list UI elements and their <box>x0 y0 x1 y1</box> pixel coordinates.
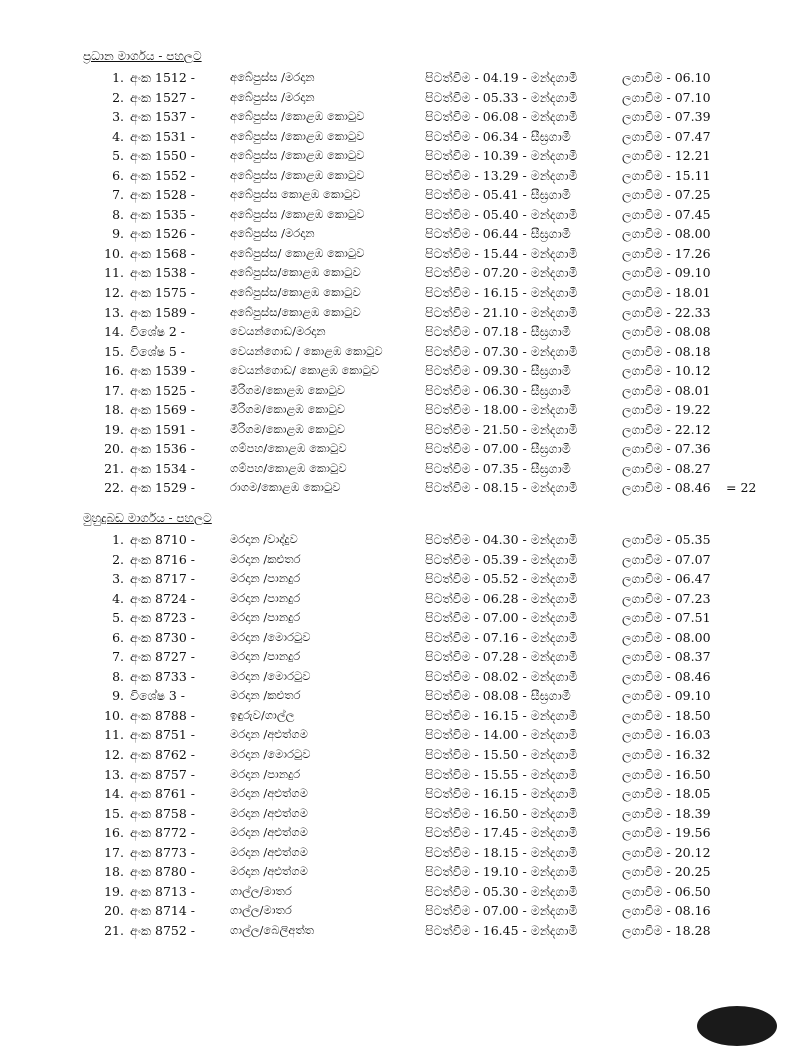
table-row <box>0 706 807 726</box>
row-number: 14. <box>104 324 124 340</box>
row-number: 6. <box>112 629 124 645</box>
table-row <box>0 303 807 323</box>
train-id: අංක 1531 - <box>130 128 196 144</box>
table-row <box>0 263 807 283</box>
departure: පිටත්වීම - 10.39 - මන්දගාමී <box>425 148 578 164</box>
arrival: ලගාවීම - 08.08 <box>622 324 711 340</box>
train-id: අංක 8761 - <box>130 786 196 802</box>
train-id: අංක 8752 - <box>130 922 196 938</box>
train-id: අංක 8758 - <box>130 805 196 821</box>
arrival: ලගාවීම - 18.39 <box>622 805 711 821</box>
arrival: ලගාවීම - 18.50 <box>622 707 711 723</box>
table-row <box>0 166 807 186</box>
train-id: අංක 8757 - <box>130 766 196 782</box>
departure: පිටත්වීම - 15.44 - මන්දගාමී <box>425 245 578 261</box>
departure: පිටත්වීම - 07.00 - මන්දගාමී <box>425 610 578 626</box>
route: අබේපුස්ස /මරදාන <box>230 70 315 84</box>
table-row <box>0 725 807 745</box>
table-row <box>0 459 807 479</box>
row-number: 8. <box>112 668 124 684</box>
arrival: ලගාවීම - 08.27 <box>622 460 711 476</box>
route: මරදාන /කළුතර <box>230 551 301 566</box>
row-number: 2. <box>112 89 124 105</box>
row-number: 20. <box>104 441 124 457</box>
route: අබේපුස්ස /කොළඹ කොටුව <box>230 109 365 124</box>
route: මරදාන /අළුත්ගම <box>230 786 308 801</box>
departure: පිටත්වීම - 07.00 - සීඝ්‍රගාමී <box>425 441 571 457</box>
arrival: ලගාවීම - 10.12 <box>622 363 711 379</box>
route: අබේපුස්ස/කොළඹ කොටුව <box>230 265 361 280</box>
arrival: ලගාවීම - 20.25 <box>622 864 711 880</box>
train-id: අංක 8723 - <box>130 610 196 626</box>
departure: පිටත්වීම - 15.55 - මන්දගාමී <box>425 766 578 782</box>
arrival: ලගාවීම - 19.56 <box>622 825 711 841</box>
route: ගාල්ල/මාතර <box>230 883 292 898</box>
train-id: අංක 1538 - <box>130 265 196 281</box>
route: අබේපුස්ස /කොළඹ කොටුව <box>230 128 365 143</box>
route: වෙයන්ගොඩ/මරදාන <box>230 324 326 339</box>
train-id: අංක 8762 - <box>130 747 196 763</box>
departure: පිටත්වීම - 08.02 - මන්දගාමී <box>425 668 578 684</box>
train-id: අංක 8773 - <box>130 844 196 860</box>
row-number: 12. <box>104 285 124 301</box>
departure: පිටත්වීම - 13.29 - මන්දගාමී <box>425 167 578 183</box>
train-id: අංක 1536 - <box>130 441 196 457</box>
row-number: 16. <box>104 825 124 841</box>
row-number: 22. <box>104 480 124 496</box>
arrival: ලගාවීම - 07.10 <box>622 89 711 105</box>
route: මරදාන /පානදුර <box>230 649 301 664</box>
row-number: 9. <box>112 226 124 242</box>
train-id: අංක 8751 - <box>130 727 196 743</box>
departure: පිටත්වීම - 09.30 - සීඝ්‍රගාමී <box>425 363 571 379</box>
main-line-rows <box>0 68 807 498</box>
departure: පිටත්වීම - 07.18 - සීඝ්‍රගාමී <box>425 324 571 340</box>
departure: පිටත්වීම - 06.08 - මන්දගාමී <box>425 109 578 125</box>
table-row <box>0 804 807 824</box>
arrival: ලගාවීම - 07.51 <box>622 610 711 626</box>
route: මරදාන /මොරටුව <box>230 747 311 762</box>
arrival: ලගාවීම - 06.10 <box>622 70 711 85</box>
route: අබේපුස්ස /කොළඹ කොටුව <box>230 148 365 163</box>
train-id: අංක 1527 - <box>130 89 196 105</box>
arrival: ලගාවීම - 08.16 <box>622 903 711 919</box>
route: ගාල්ල/මාතර <box>230 903 292 918</box>
row-number: 2. <box>112 551 124 567</box>
arrival: ලගාවීම - 08.46 <box>622 668 711 684</box>
departure: පිටත්වීම - 08.15 - මන්දගාමී <box>425 480 578 496</box>
row-number: 3. <box>112 571 124 587</box>
route: මරදාන /අළුත්ගම <box>230 805 308 820</box>
arrival: ලගාවීම - 06.47 <box>622 571 711 587</box>
arrival: ලගාවීම - 09.10 <box>622 688 711 704</box>
departure: පිටත්වීම - 19.10 - මන්දගාමී <box>425 864 578 880</box>
departure: පිටත්වීම - 05.39 - මන්දගාමී <box>425 551 578 567</box>
arrival: ලගාවීම - 18.01 <box>622 285 711 301</box>
row-number: 4. <box>112 590 124 606</box>
train-id: අංක 8733 - <box>130 668 196 684</box>
route: ගම්පහ/කොළඹ කොටුව <box>230 441 347 456</box>
route: මරදාන /අළුත්ගම <box>230 727 308 742</box>
route: අබේපුස්ස /මරදාන <box>230 226 315 241</box>
row-number: 10. <box>104 707 124 723</box>
departure: පිටත්වීම - 18.00 - මන්දගාමී <box>425 402 578 418</box>
table-row <box>0 862 807 882</box>
arrival: ලගාවීම - 20.12 <box>622 844 711 860</box>
route: අබේපුස්ස /කොළඹ කොටුව <box>230 206 365 221</box>
train-id: අංක 1591 - <box>130 421 196 437</box>
row-number: 20. <box>104 903 124 919</box>
row-number: 17. <box>104 382 124 398</box>
table-row <box>0 478 807 498</box>
row-number: 3. <box>112 109 124 125</box>
route: මරදාන /මොරටුව <box>230 668 311 683</box>
departure: පිටත්වීම - 16.45 - මන්දගාමී <box>425 922 578 938</box>
train-id: අංක 1568 - <box>130 245 196 261</box>
train-id: අංක 1528 - <box>130 187 196 203</box>
departure: පිටත්වීම - 16.15 - මන්දගාමී <box>425 707 578 723</box>
arrival: ලගාවීම - 07.36 <box>622 441 711 457</box>
route: මරදාන /අළුත්ගම <box>230 825 308 840</box>
train-id: අංක 1589 - <box>130 304 196 320</box>
departure: පිටත්වීම - 16.50 - මන්දගාමී <box>425 805 578 821</box>
departure: පිටත්වීම - 16.15 - මන්දගාමී <box>425 285 578 301</box>
departure: පිටත්වීම - 17.45 - මන්දගාමී <box>425 825 578 841</box>
train-id: විශේෂ 2 - <box>130 324 186 340</box>
train-id: අංක 1575 - <box>130 285 196 301</box>
departure: පිටත්වීම - 06.28 - මන්දගාමී <box>425 590 578 606</box>
train-id: අංක 8710 - <box>130 532 196 547</box>
departure: පිටත්වීම - 05.33 - මන්දගාමී <box>425 89 578 105</box>
route: මීරිගම/කොළඹ කොටුව <box>230 402 345 417</box>
departure: පිටත්වීම - 08.08 - සීඝ්‍රගාමී <box>425 688 571 704</box>
route: අබේපුස්ස/කොළඹ කොටුව <box>230 304 361 319</box>
row-number: 1. <box>112 70 124 85</box>
train-id: අංක 1569 - <box>130 402 196 418</box>
arrival: ලගාවීම - 07.45 <box>622 206 711 222</box>
arrival: ලගාවීම - 07.07 <box>622 551 711 567</box>
row-number: 19. <box>104 883 124 899</box>
arrival: ලගාවීම - 08.00 <box>622 226 711 242</box>
row-number: 15. <box>104 343 124 359</box>
table-row <box>0 843 807 863</box>
arrival: ලගාවීම - 17.26 <box>622 245 711 261</box>
table-row <box>0 439 807 459</box>
departure: පිටත්වීම - 05.52 - මන්දගාමී <box>425 571 578 587</box>
row-number: 11. <box>104 727 124 743</box>
train-id: අංක 1550 - <box>130 148 196 164</box>
table-row <box>0 901 807 921</box>
table-row <box>0 784 807 804</box>
route: රාගම/කොළඹ කොටුව <box>230 480 341 495</box>
table-row <box>0 244 807 264</box>
route: මරදාන /පානදුර <box>230 571 301 586</box>
table-row <box>0 283 807 303</box>
row-number: 16. <box>104 363 124 379</box>
arrival: ලගාවීම - 08.37 <box>622 649 711 665</box>
route: ගම්පහ/කොළඹ කොටුව <box>230 460 347 475</box>
route: මරදාන /අළුත්ගම <box>230 844 308 859</box>
row-number: 5. <box>112 610 124 626</box>
row-number: 18. <box>104 864 124 880</box>
train-id: අංක 8714 - <box>130 903 196 919</box>
table-row <box>0 745 807 765</box>
train-id: අංක 1552 - <box>130 167 196 183</box>
arrival: ලගාවීම - 09.10 <box>622 265 711 281</box>
row-number: 4. <box>112 128 124 144</box>
row-number: 8. <box>112 206 124 222</box>
main-line-title: ප්‍රධාන මාර්ගය - පහලට <box>83 49 202 63</box>
route: ගාල්ල/බෙලිඅත්ත <box>230 922 315 937</box>
route: වෙයන්ගොඩ / කොළඹ කොටුව <box>230 343 383 358</box>
arrival: ලගාවීම - 07.25 <box>622 187 711 203</box>
route: මරදාන /කළුතර <box>230 688 301 703</box>
table-row <box>0 686 807 706</box>
table-row <box>0 628 807 648</box>
train-id: අංක 1539 - <box>130 363 196 379</box>
route: අබේපුස්ස කොළඹ කොටුව <box>230 187 361 202</box>
arrival: ලගාවීම - 08.18 <box>622 343 711 359</box>
arrival: ලගාවීම - 08.46 <box>622 480 711 496</box>
train-id: අංක 1535 - <box>130 206 196 222</box>
train-id: අංක 1537 - <box>130 109 196 125</box>
arrival: ලගාවීම - 07.39 <box>622 109 711 125</box>
row-number: 17. <box>104 844 124 860</box>
row-number: 13. <box>104 304 124 320</box>
arrival: ලගාවීම - 05.35 <box>622 532 711 547</box>
departure: පිටත්වීම - 14.00 - මන්දගාමී <box>425 727 578 743</box>
departure: පිටත්වීම - 05.41 - සීඝ්‍රගාමී <box>425 187 571 203</box>
route: අබේපුස්ස /මරදාන <box>230 89 315 104</box>
route: මරදාන /පානදුර <box>230 610 301 625</box>
table-row <box>0 420 807 440</box>
table-row <box>0 400 807 420</box>
table-row <box>0 107 807 127</box>
arrival: ලගාවීම - 12.21 <box>622 148 711 164</box>
departure: පිටත්වීම - 21.50 - මන්දගාමී <box>425 421 578 437</box>
arrival: ලගාවීම - 19.22 <box>622 402 711 418</box>
train-id: අංක 1529 - <box>130 480 196 496</box>
arrival: ලගාවීම - 08.00 <box>622 629 711 645</box>
arrival: ලගාවීම - 08.01 <box>622 382 711 398</box>
departure: පිටත්වීම - 21.10 - මන්දගාමී <box>425 304 578 320</box>
train-id: අංක 8716 - <box>130 551 196 567</box>
departure: පිටත්වීම - 05.40 - මන්දගාමී <box>425 206 578 222</box>
train-id: අංක 8727 - <box>130 649 196 665</box>
train-id: අංක 1526 - <box>130 226 196 242</box>
table-row <box>0 882 807 902</box>
route: මරදාන /වාද්දුව <box>230 532 298 546</box>
train-id: අංක 8772 - <box>130 825 196 841</box>
arrival: ලගාවීම - 16.50 <box>622 766 711 782</box>
departure: පිටත්වීම - 07.20 - මන්දගාමී <box>425 265 578 281</box>
departure: පිටත්වීම - 06.34 - සීඝ්‍රගාමී <box>425 128 571 144</box>
train-id: අංක 8788 - <box>130 707 196 723</box>
departure: පිටත්වීම - 07.16 - මන්දගාමී <box>425 629 578 645</box>
table-row <box>0 88 807 108</box>
row-number: 21. <box>104 922 124 938</box>
table-row <box>0 342 807 362</box>
train-id: අංක 8780 - <box>130 864 196 880</box>
train-id: අංක 8724 - <box>130 590 196 606</box>
route: අබේපුස්ස /කොළඹ කොටුව <box>230 167 365 182</box>
departure: පිටත්වීම - 07.00 - මන්දගාමී <box>425 903 578 919</box>
departure: පිටත්වීම - 16.15 - මන්දගාමී <box>425 786 578 802</box>
table-row <box>0 146 807 166</box>
departure: පිටත්වීම - 04.19 - මන්දගාමී <box>425 70 578 85</box>
table-row <box>0 550 807 570</box>
departure: පිටත්වීම - 04.30 - මන්දගාමී <box>425 532 578 547</box>
row-number: 10. <box>104 245 124 261</box>
arrival: ලගාවීම - 15.11 <box>622 167 711 183</box>
row-number: 19. <box>104 421 124 437</box>
table-row <box>0 530 807 550</box>
table-row <box>0 921 807 941</box>
departure: පිටත්වීම - 07.35 - සීඝ්‍රගාමී <box>425 460 571 476</box>
departure: පිටත්වීම - 15.50 - මන්දගාමී <box>425 747 578 763</box>
departure: පිටත්වීම - 05.30 - මන්දගාමී <box>425 883 578 899</box>
table-row <box>0 589 807 609</box>
route: අබේපුස්ස/කොළඹ කොටුව <box>230 285 361 300</box>
table-row <box>0 68 807 88</box>
row-number: 6. <box>112 167 124 183</box>
route: මීරිගම/කොළඹ කොටුව <box>230 382 345 397</box>
row-note: = 22 <box>726 480 757 496</box>
row-number: 7. <box>112 187 124 203</box>
row-number: 5. <box>112 148 124 164</box>
route: මරදාන /පානදුර <box>230 590 301 605</box>
row-number: 15. <box>104 805 124 821</box>
table-row <box>0 127 807 147</box>
route: මීරිගම/කොළඹ කොටුව <box>230 421 345 436</box>
table-row <box>0 667 807 687</box>
coastal-line-title: මුහුදුබඩ මාර්ගය - පහලට <box>83 511 212 525</box>
table-row <box>0 185 807 205</box>
arrival: ලගාවීම - 22.33 <box>622 304 711 320</box>
train-id: අංක 1525 - <box>130 382 196 398</box>
departure: පිටත්වීම - 18.15 - මන්දගාමී <box>425 844 578 860</box>
row-number: 11. <box>104 265 124 281</box>
departure: පිටත්වීම - 06.30 - සීඝ්‍රගාමී <box>425 382 571 398</box>
row-number: 12. <box>104 747 124 763</box>
train-id: අංක 8713 - <box>130 883 196 899</box>
route: මරදාන /පානදුර <box>230 766 301 781</box>
row-number: 21. <box>104 460 124 476</box>
table-row <box>0 608 807 628</box>
table-row <box>0 322 807 342</box>
arrival: ලගාවීම - 16.32 <box>622 747 711 763</box>
route: මරදාන /අළුත්ගම <box>230 864 308 879</box>
table-row <box>0 381 807 401</box>
arrival: ලගාවීම - 18.28 <box>622 922 711 938</box>
row-number: 9. <box>112 688 124 704</box>
arrival: ලගාවීම - 07.23 <box>622 590 711 606</box>
arrival: ලගාවීම - 18.05 <box>622 786 711 802</box>
arrival: ලගාවීම - 06.50 <box>622 883 711 899</box>
route: ඉඳුරුව/ගාල්ල <box>230 707 295 722</box>
train-id: අංක 8717 - <box>130 571 196 587</box>
row-number: 7. <box>112 649 124 665</box>
table-row <box>0 823 807 843</box>
corner-shadow <box>697 1006 777 1046</box>
table-row <box>0 647 807 667</box>
route: අබේපුස්ස/ කොළඹ කොටුව <box>230 245 365 260</box>
departure: පිටත්වීම - 06.44 - සීඝ්‍රගාමී <box>425 226 571 242</box>
table-row <box>0 361 807 381</box>
table-row <box>0 569 807 589</box>
table-row <box>0 205 807 225</box>
table-row <box>0 224 807 244</box>
departure: පිටත්වීම - 07.28 - මන්දගාමී <box>425 649 578 665</box>
row-number: 18. <box>104 402 124 418</box>
route: මරදාන /මොරටුව <box>230 629 311 644</box>
arrival: ලගාවීම - 07.47 <box>622 128 711 144</box>
departure: පිටත්වීම - 07.30 - මන්දගාමී <box>425 343 578 359</box>
train-id: විශේෂ 3 - <box>130 688 186 704</box>
train-id: විශේෂ 5 - <box>130 343 186 359</box>
route: වෙයන්ගොඩ/ කොළඹ කොටුව <box>230 363 379 378</box>
row-number: 13. <box>104 766 124 782</box>
train-id: අංක 1512 - <box>130 70 196 85</box>
train-id: අංක 1534 - <box>130 460 196 476</box>
row-number: 1. <box>112 532 124 547</box>
arrival: ලගාවීම - 22.12 <box>622 421 711 437</box>
arrival: ලගාවීම - 16.03 <box>622 727 711 743</box>
train-id: අංක 8730 - <box>130 629 196 645</box>
table-row <box>0 765 807 785</box>
coastal-line-rows <box>0 530 807 940</box>
row-number: 14. <box>104 786 124 802</box>
